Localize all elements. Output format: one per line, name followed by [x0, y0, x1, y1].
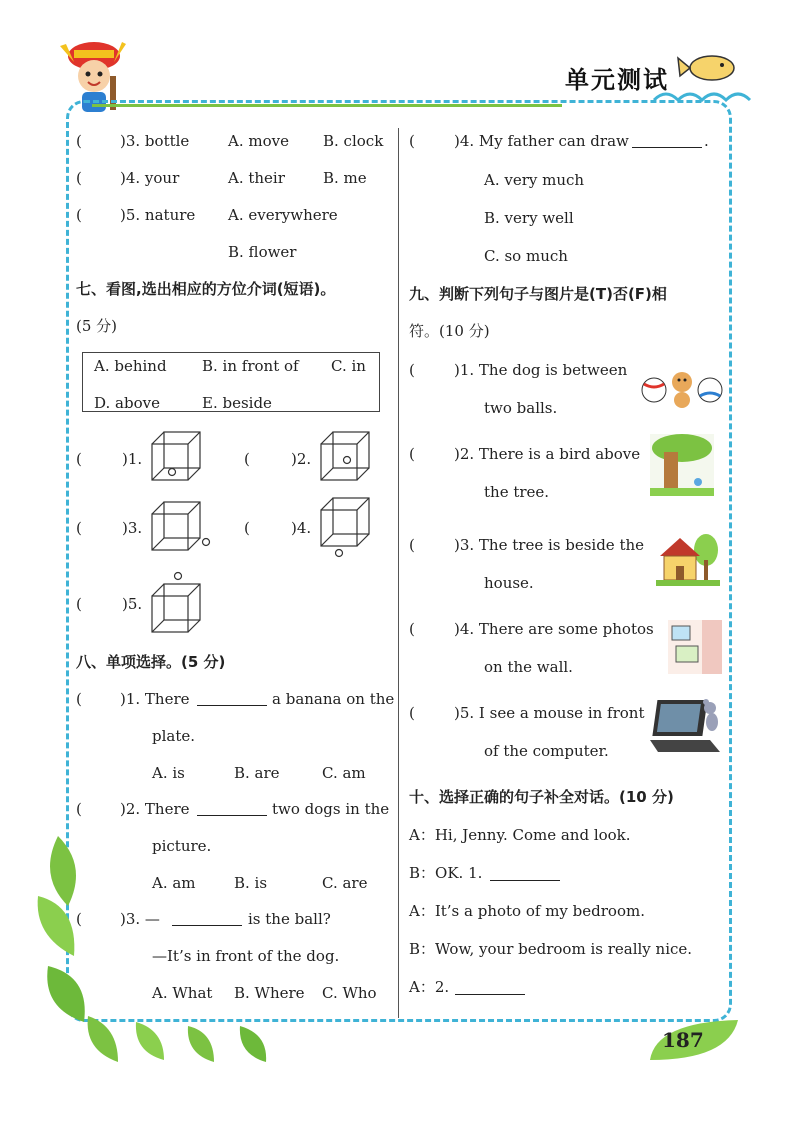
cube-ball-behind-icon [319, 430, 375, 484]
s8-q2-cont: picture. [152, 837, 212, 855]
answer-paren: ( [76, 206, 82, 224]
s6-item-4: )4. your [120, 169, 180, 187]
s6-item-3: )3. bottle [120, 132, 190, 150]
s6-item-5-a: A. everywhere [228, 206, 338, 224]
s7-title: 七、看图,选出相应的方位介词(短语)。 [76, 280, 336, 298]
s10-line-3: A：It’s a photo of my bedroom. [409, 902, 645, 920]
s10-blank-1[interactable] [490, 868, 560, 881]
answer-paren: ( [409, 445, 415, 463]
s10-line-4: B：Wow, your bedroom is really nice. [409, 940, 693, 958]
cube-ball-above-icon [150, 570, 206, 636]
s9-item-1: )1. The dog is between [454, 361, 628, 379]
laptop-mouse-icon [650, 696, 724, 756]
wall-photos-icon [668, 620, 722, 674]
s8-q3-opt-b: B. Where [234, 984, 305, 1002]
answer-paren: ( [244, 519, 250, 537]
s6-item-5-b: B. flower [228, 243, 297, 261]
s8-q3-blank[interactable] [172, 913, 242, 926]
page-number: 187 [662, 1028, 704, 1052]
answer-paren: ( [76, 690, 82, 708]
s8-q1-opt-c: C. am [322, 764, 366, 782]
s10-blank-2[interactable] [455, 982, 525, 995]
cube-ball-beside-icon [150, 500, 214, 554]
s8-q4-blank[interactable] [632, 135, 702, 148]
unit-title: 单元测试 [565, 66, 669, 94]
s9-item-2: )2. There is a bird above [454, 445, 641, 463]
s7-opt-d: D. above [94, 394, 160, 412]
answer-paren: ( [76, 910, 82, 928]
s8-q1-opt-a: A. is [152, 764, 185, 782]
s8-title: 八、单项选择。(5 分) [76, 653, 226, 671]
s9-item-4: )4. There are some photos [454, 620, 654, 638]
column-divider [398, 128, 399, 1018]
s8-q3-opt-c: C. Who [322, 984, 377, 1002]
answer-paren: ( [76, 132, 82, 150]
s7-item-2: )2. [291, 450, 312, 468]
s8-q1-opt-b: B. are [234, 764, 280, 782]
s7-item-1: )1. [122, 450, 143, 468]
s10-line-5: A：2. [409, 978, 450, 996]
s7-opt-c: C. in [331, 357, 366, 375]
s8-q2-blank[interactable] [197, 803, 267, 816]
s6-item-4-a: A. their [228, 169, 285, 187]
s8-q2-opt-a: A. am [152, 874, 196, 892]
s8-q3-cont: —It’s in front of the dog. [152, 947, 340, 965]
s8-q1-cont: plate. [152, 727, 196, 745]
s8-q2-opt-c: C. are [322, 874, 368, 892]
s9-item-5: )5. I see a mouse in front [454, 704, 645, 722]
s7-item-3: )3. [122, 519, 143, 537]
s10-line-2: B：OK. 1. [409, 864, 483, 882]
cube-ball-front-icon [319, 496, 375, 558]
s6-item-4-b: B. me [323, 169, 367, 187]
s8-q4-opt-b: B. very well [484, 209, 574, 227]
answer-paren: ( [409, 132, 415, 150]
answer-paren: ( [76, 169, 82, 187]
s8-q3-end: is the ball? [248, 910, 331, 928]
s8-q3-start: )3. — [120, 910, 160, 928]
answer-paren: ( [409, 361, 415, 379]
s8-q4-opt-a: A. very much [484, 171, 585, 189]
s8-q1-end: a banana on the [272, 690, 395, 708]
answer-paren: ( [76, 800, 82, 818]
answer-paren: ( [409, 620, 415, 638]
s8-q4-opt-c: C. so much [484, 247, 568, 265]
s9-item-1-cont: two balls. [484, 399, 558, 417]
answer-paren: ( [76, 450, 82, 468]
answer-paren: ( [76, 519, 82, 537]
s9-item-3: )3. The tree is beside the [454, 536, 645, 554]
s8-q2-start: )2. There [120, 800, 190, 818]
s8-q3-opt-a: A. What [152, 984, 213, 1002]
s7-opt-e: E. beside [202, 394, 272, 412]
s10-line-1: A：Hi, Jenny. Come and look. [409, 826, 631, 844]
s8-q2-end: two dogs in the [272, 800, 390, 818]
answer-paren: ( [409, 704, 415, 722]
s7-opt-a: A. behind [94, 357, 167, 375]
answer-paren: ( [409, 536, 415, 554]
house-tree-icon [656, 530, 720, 586]
s9-item-2-cont: the tree. [484, 483, 550, 501]
s6-item-5: )5. nature [120, 206, 196, 224]
leaves-decoration [28, 826, 288, 1066]
s9-title: 九、判断下列句子与图片是(T)否(F)相 [409, 285, 667, 303]
s8-q4-end: . [704, 132, 709, 150]
s6-item-3-b: B. clock [323, 132, 384, 150]
cube-ball-inside-icon [150, 430, 206, 484]
tree-bird-icon [650, 434, 714, 496]
answer-paren: ( [244, 450, 250, 468]
s9-title-cont: 符。(10 分) [409, 322, 490, 340]
s8-q2-opt-b: B. is [234, 874, 268, 892]
s7-opt-b: B. in front of [202, 357, 299, 375]
s8-q4-start: )4. My father can draw [454, 132, 629, 150]
answer-paren: ( [76, 595, 82, 613]
s10-title: 十、选择正确的句子补全对话。(10 分) [409, 788, 674, 806]
dog-between-balls-icon [640, 366, 724, 410]
s8-q1-blank[interactable] [197, 693, 267, 706]
s6-item-3-a: A. move [228, 132, 289, 150]
s9-item-3-cont: house. [484, 574, 534, 592]
s7-item-5: )5. [122, 595, 143, 613]
s7-item-4: )4. [291, 519, 312, 537]
s9-item-5-cont: of the computer. [484, 742, 609, 760]
s7-points: (5 分) [76, 317, 118, 335]
s8-q1-start: )1. There [120, 690, 190, 708]
s9-item-4-cont: on the wall. [484, 658, 573, 676]
